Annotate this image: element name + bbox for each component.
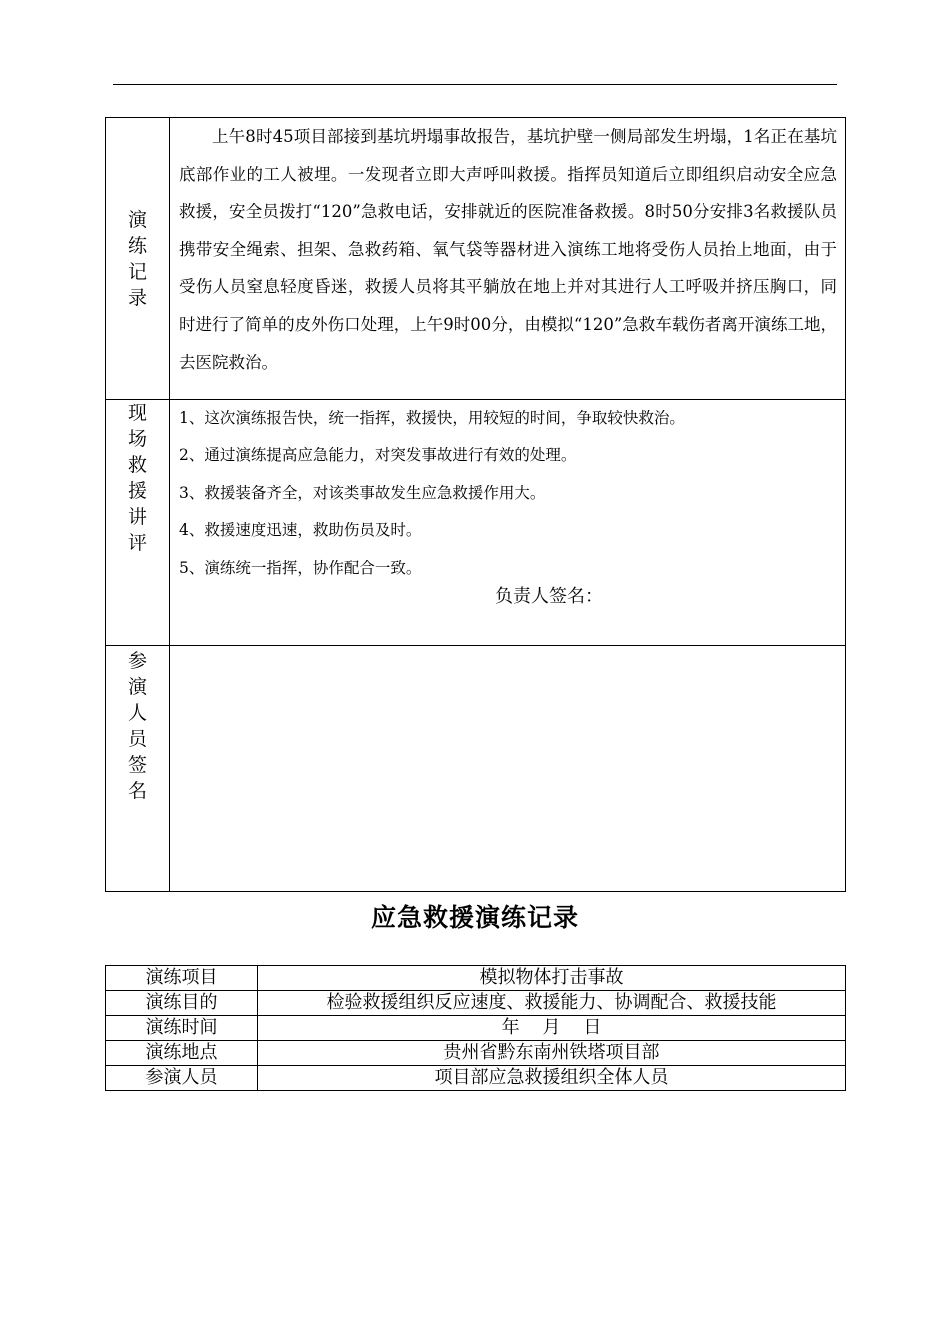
info-key: 参演人员 (106, 1066, 258, 1091)
info-value: 模拟物体打击事故 (258, 966, 846, 991)
info-value: 贵州省黔东南州铁塔项目部 (258, 1041, 846, 1066)
drill-narrative: 上午8时45项目部接到基坑坍塌事故报告，基坑护壁一侧局部发生坍塌，1名正在基坑底部作业的工人被埋。一发现者立即大声呼叫救援。指挥员知道后立即组织启动安全应急救援，安全员拨打“120”急救电话，安排就近的医院准备救援。8时50分安排3名救援队员携带安全绳索、担架、急救药箱、氧气袋等器材进入演练工地将受伤人员抬上地面，由于受伤人员窒息轻度昏迷，救援人员将其平躺放在地上并对其进行人工呼吸并挤压胸口，同时进行了简单的皮外伤口处理，上午9时00分，由模拟“120”急救车载伤者离开演练工地，去医院救治。 (179, 127, 837, 372)
list-item: 5、演练统一指挥，协作配合一致。 (179, 558, 422, 577)
drill-record-content (170, 118, 846, 400)
drill-info-table (105, 965, 846, 1091)
info-value: 检验救援组织反应速度、救援能力、协调配合、救援技能 (258, 991, 846, 1016)
onsite-review-label: 现 场 救 援 讲 评 (106, 400, 170, 646)
info-key: 演练地点 (106, 1041, 258, 1066)
info-value: 年 月 日 (258, 1016, 846, 1041)
page-title: 应急救援演练记录 (370, 903, 579, 932)
table-row (106, 991, 846, 1016)
list-item: 1、这次演练报告快，统一指挥，救援快，用较短的时间，争取较快救治。 (179, 409, 685, 427)
drill-record-row (106, 118, 846, 400)
table-row (106, 1041, 846, 1066)
participants-row (106, 646, 846, 892)
responsible-signature-label: 负责人签名： (495, 586, 603, 608)
table-row (106, 1016, 846, 1041)
info-key: 演练项目 (106, 966, 258, 991)
onsite-review-row (106, 400, 846, 646)
participants-label: 参 演 人 员 签 名 (106, 646, 170, 892)
list-item: 3、救援装备齐全，对该类事故发生应急救援作用大。 (179, 483, 546, 502)
info-value: 项目部应急救援组织全体人员 (258, 1066, 846, 1091)
list-item: 4、救援速度迅速，救助伤员及时。 (179, 521, 422, 540)
table-row (106, 1066, 846, 1091)
header-rule (113, 84, 837, 85)
onsite-review-content (170, 400, 846, 646)
list-item: 2、通过演练提高应急能力，对突发事故进行有效的处理。 (179, 446, 577, 465)
table-row (106, 966, 846, 991)
drill-record-label: 演 练 记 录 (106, 118, 170, 400)
info-key: 演练目的 (106, 991, 258, 1016)
review-list (170, 400, 845, 587)
drill-record-table (105, 117, 846, 892)
participants-signature-area (170, 646, 846, 892)
info-key: 演练时间 (106, 1016, 258, 1041)
